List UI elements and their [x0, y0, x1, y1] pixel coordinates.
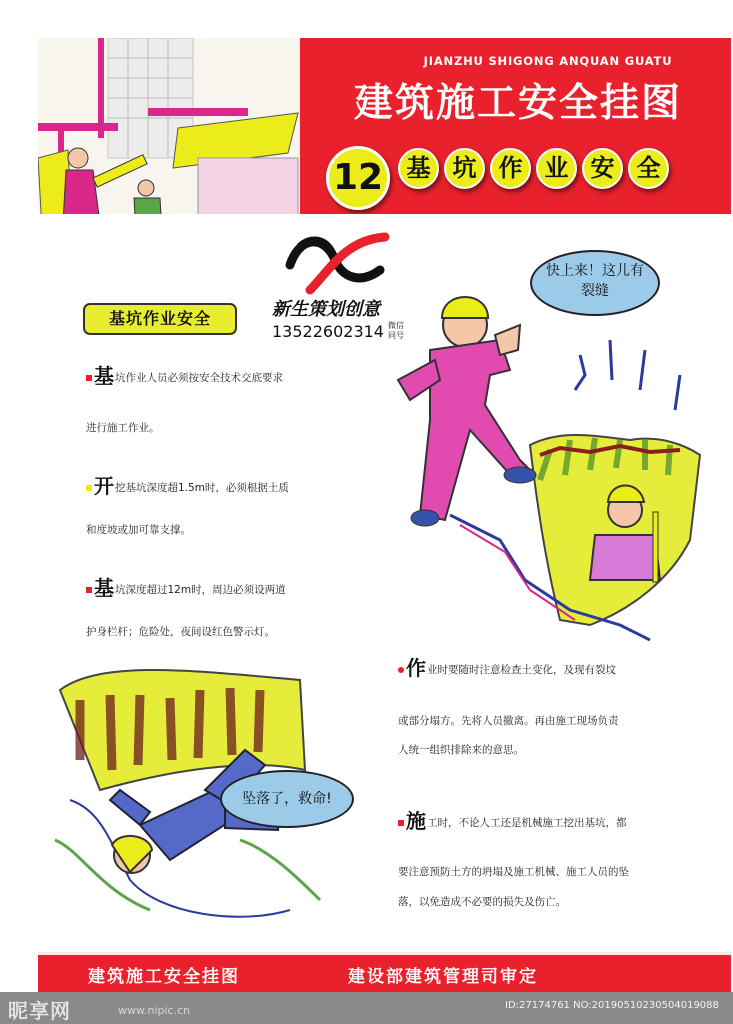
- watermark-id: ID:27174761 NO:20190510230504019088: [505, 1000, 719, 1011]
- watermark-logo: 昵享网: [8, 999, 71, 1023]
- rule-line: 挖基坑深度超1.5m时，必须根据土质: [115, 482, 289, 494]
- rule-initial: 施: [406, 809, 426, 833]
- header-banner: [38, 38, 731, 214]
- swoosh-logo-icon: [280, 225, 392, 295]
- rule-initial: 基: [94, 364, 114, 388]
- subtitle-badges: [398, 148, 669, 189]
- speech-bubble-warning: [530, 250, 660, 316]
- rule-line: 要注意预防土方的坍塌及施工机械、施工人员的坠: [398, 866, 629, 878]
- speech-bubble-text: 快上来！这儿有裂缝: [546, 263, 644, 299]
- rule-item: [86, 572, 386, 642]
- footer-left-text: 建筑施工安全挂图: [88, 967, 240, 987]
- rule-line: 或部分塌方。先将人员撤离。再由施工现场负责: [398, 715, 619, 727]
- brand-logo: [272, 225, 402, 350]
- rule-line: 人统一组织排除来的意思。: [398, 744, 524, 756]
- section-label: 基坑作业安全: [83, 303, 237, 335]
- logo-brand-name: 新生策划创意: [272, 299, 380, 320]
- rule-item: [398, 805, 708, 915]
- speech-bubble-help: [220, 770, 354, 828]
- rule-item: [86, 470, 376, 540]
- header-pinyin: JIANZHU SHIGONG ANQUAN GUATU: [423, 54, 673, 68]
- bullet-icon: [398, 667, 404, 673]
- footer-right-text: 建设部建筑管理司审定: [348, 967, 538, 987]
- page-title: 建筑施工安全挂图: [353, 81, 682, 126]
- watermark-bar: [0, 992, 733, 1024]
- rule-initial: 基: [94, 576, 114, 600]
- subtitle-char: 作: [490, 148, 531, 189]
- rule-item: [398, 652, 698, 762]
- speech-bubble-text: 坠落了，救命!: [242, 791, 332, 807]
- rule-line: 护身栏杆；危险处，夜间设红色警示灯。: [86, 626, 275, 638]
- rule-line: 业时要随时注意检查土变化，及现有裂坟: [427, 664, 616, 676]
- rule-item: [86, 360, 376, 440]
- rule-line: 坑深度超过12m时，周边必须设两道: [115, 584, 286, 596]
- subtitle-char: 全: [628, 148, 669, 189]
- logo-phone-number: 13522602314: [272, 322, 384, 341]
- subtitle-char: 基: [398, 148, 439, 189]
- header-construction-illustration: [38, 38, 300, 214]
- rule-line: 和度坡或加可靠支撑。: [86, 524, 191, 536]
- logo-wechat-note: 微信同号: [388, 321, 404, 340]
- subtitle-char: 坑: [444, 148, 485, 189]
- rule-line: 坑作业人员必须按安全技术交底要求: [115, 372, 283, 384]
- footer-divider: [38, 952, 731, 955]
- rule-initial: 作: [406, 656, 426, 680]
- rule-line: 进行施工作业。: [86, 422, 160, 434]
- subtitle-char: 安: [582, 148, 623, 189]
- bullet-icon: [86, 485, 92, 491]
- bullet-icon: [86, 375, 92, 381]
- bullet-icon: [398, 820, 404, 826]
- worker-warning-illustration: [390, 280, 720, 645]
- footer-banner: [38, 952, 731, 992]
- issue-number-badge: 12: [326, 146, 390, 210]
- watermark-url: www.nipic.cn: [118, 1004, 191, 1017]
- subtitle-char: 业: [536, 148, 577, 189]
- bullet-icon: [86, 587, 92, 593]
- rule-line: 工时，不论人工还是机械施工挖出基坑，都: [427, 817, 627, 829]
- rule-line: 落，以免造成不必要的损失及伤亡。: [398, 896, 566, 908]
- rule-initial: 开: [94, 474, 114, 498]
